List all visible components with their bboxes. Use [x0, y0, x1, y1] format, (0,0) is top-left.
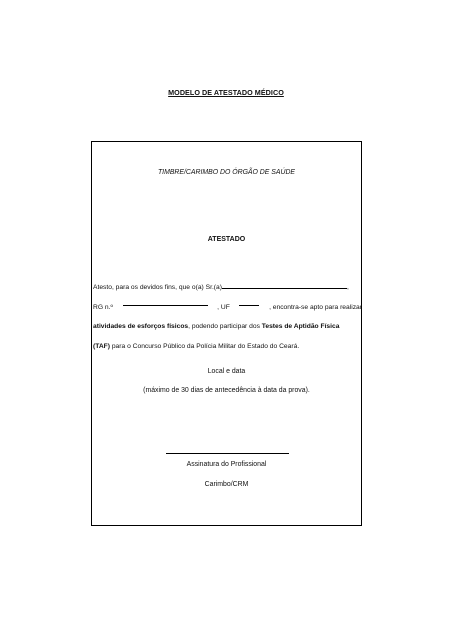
taf-text: Testes de Aptidão Física	[261, 323, 340, 331]
body-line-3	[93, 317, 362, 337]
body-comma: ,	[347, 284, 349, 291]
certificate-frame	[91, 141, 362, 526]
uf-blank	[239, 298, 259, 306]
certificate-heading: ATESTADO	[207, 236, 246, 243]
body-participate-text: , podendo participar dos	[188, 323, 262, 331]
taf-abbrev: (TAF)	[93, 342, 110, 350]
letterhead-placeholder: TIMBRE/CARIMBO DO ÓRGÃO DE SAÚDE	[157, 169, 296, 176]
uf-label: , UF	[217, 303, 230, 311]
rg-blank	[123, 298, 208, 306]
body-intro-text: Atesto, para os devidos fins, que o(a) Sr.(a)	[93, 284, 222, 291]
deadline-note: (máximo de 30 dias de antecedência à data da prova).	[143, 387, 310, 394]
signature-label: Assinatura do Profissional	[186, 461, 267, 468]
body-apt-text: , encontra-se apto para realizar	[269, 303, 362, 311]
name-blank	[222, 281, 347, 289]
physical-activities-text: atividades de esforços físicos	[93, 323, 189, 331]
body-line-2	[93, 298, 362, 318]
signature-line	[166, 453, 289, 454]
body-line-1	[93, 278, 362, 298]
document-title: MODELO DE ATESTADO MÉDICO	[168, 88, 284, 97]
place-date: Local e data	[207, 368, 246, 375]
certificate-body	[93, 278, 362, 356]
rg-label: RG n.º	[93, 303, 113, 311]
contest-text: para o Concurso Público da Polícia Militar do Estado do Ceará.	[109, 342, 300, 350]
body-line-4	[93, 337, 362, 357]
stamp-label: Carimbo/CRM	[204, 481, 249, 488]
